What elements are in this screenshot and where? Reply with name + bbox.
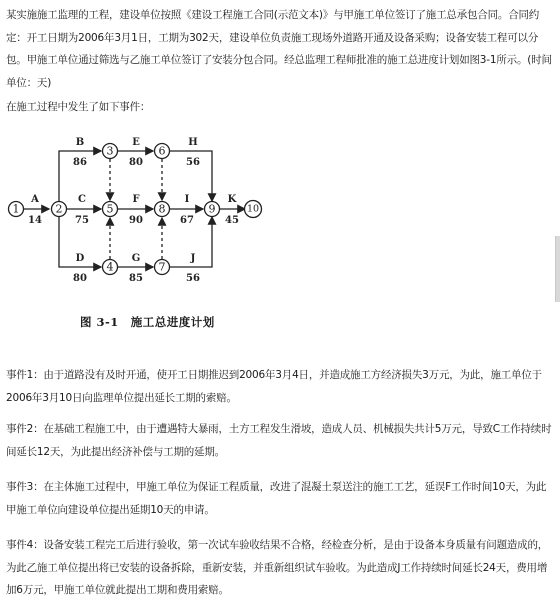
event-3: 事件3：在主体施工过程中，甲施工单位为保证工程质量，改进了混凝土泵送注的施工工艺，延误F工作时间10天，为此甲施工单位向建设单位提出延期10天的申请。 bbox=[6, 481, 547, 516]
activity-e-name: E bbox=[132, 137, 140, 148]
network-diagram bbox=[0, 124, 300, 334]
activity-e-duration: 80 bbox=[129, 157, 143, 168]
event-4: 事件4：设备安装工程完工后进行验收，第一次试车验收结果不合格，经检查分析，是由于设备本身质量有问题造成的，为此乙施工单位提出将已安装的设备拆除，重新安装，并重新组织试车验收。为此造成J工作持续时间延长24天，费用增加6万元，甲施工单位就此提出工期和费用索赔。 bbox=[6, 539, 549, 596]
activity-b-name: B bbox=[75, 137, 85, 148]
activity-f-name: F bbox=[132, 194, 140, 205]
activity-h-duration: 56 bbox=[186, 157, 200, 168]
node-2-label: 2 bbox=[55, 202, 63, 216]
activity-b-duration: 86 bbox=[73, 157, 87, 168]
events-lead-line: 在施工过程中发生了如下事件： bbox=[6, 101, 151, 113]
event-2: 事件2：在基础工程施工中，由于遭遇特大暴雨，土方工程发生滑坡，造成人员、机械损失共计5万元，导致C工作持续时间延长12天，为此提出经济补偿与工期的延期。 bbox=[6, 423, 552, 458]
node-1-label: 1 bbox=[12, 202, 20, 216]
activity-c-duration: 75 bbox=[75, 215, 89, 226]
figure-caption: 图 3-1 施工总进度计划 bbox=[80, 315, 215, 329]
activity-g-duration: 85 bbox=[129, 273, 143, 284]
activity-i-duration: 67 bbox=[180, 215, 194, 226]
activity-a-name: A bbox=[31, 194, 39, 205]
activity-i-name: I bbox=[184, 194, 190, 205]
intro-paragraph: 某实施施工监理的工程，建设单位按照《建设工程施工合同(示范文本)》与甲施工单位签订了施工总承包合同。合同约定：开工日期为2006年3月1日，工期为302天，建设单位负责施工现场外道路开通及设备采购；设备安装工程可以分包。甲施工单位通过筛选与乙施工单位签订了安装分包合同。经总监理工程师批准的施工总进度计划如图3-1所示。(时间单位：天) bbox=[6, 9, 552, 89]
activity-j-duration: 56 bbox=[186, 273, 200, 284]
node-6-label: 6 bbox=[158, 144, 166, 158]
scrollbar-edge bbox=[555, 236, 560, 302]
node-8-label: 8 bbox=[158, 202, 166, 216]
node-7-label: 7 bbox=[158, 260, 166, 274]
event-1: 事件1：由于道路没有及时开通，使开工日期推迟到2006年3月4日，并造成施工方经济损失3万元，为此，施工单位于2006年3月10日向监理单位提出延长工期的索赔。 bbox=[6, 369, 542, 404]
node-9-label: 9 bbox=[208, 202, 216, 216]
node-4-label: 4 bbox=[106, 260, 114, 274]
activity-g-name: G bbox=[131, 253, 141, 264]
activity-k-name: K bbox=[227, 194, 237, 205]
activity-h-name: H bbox=[188, 137, 198, 148]
activity-f-duration: 90 bbox=[129, 215, 143, 226]
node-3-label: 3 bbox=[106, 144, 114, 158]
node-10-label: 10 bbox=[246, 203, 260, 215]
node-5-label: 5 bbox=[106, 202, 114, 216]
activity-j-name: J bbox=[190, 253, 196, 264]
activity-k-duration: 45 bbox=[225, 215, 239, 226]
activity-a-duration: 14 bbox=[28, 215, 42, 226]
activity-d-name: D bbox=[75, 253, 85, 264]
activity-d-duration: 80 bbox=[73, 273, 87, 284]
activity-c-name: C bbox=[78, 194, 86, 205]
